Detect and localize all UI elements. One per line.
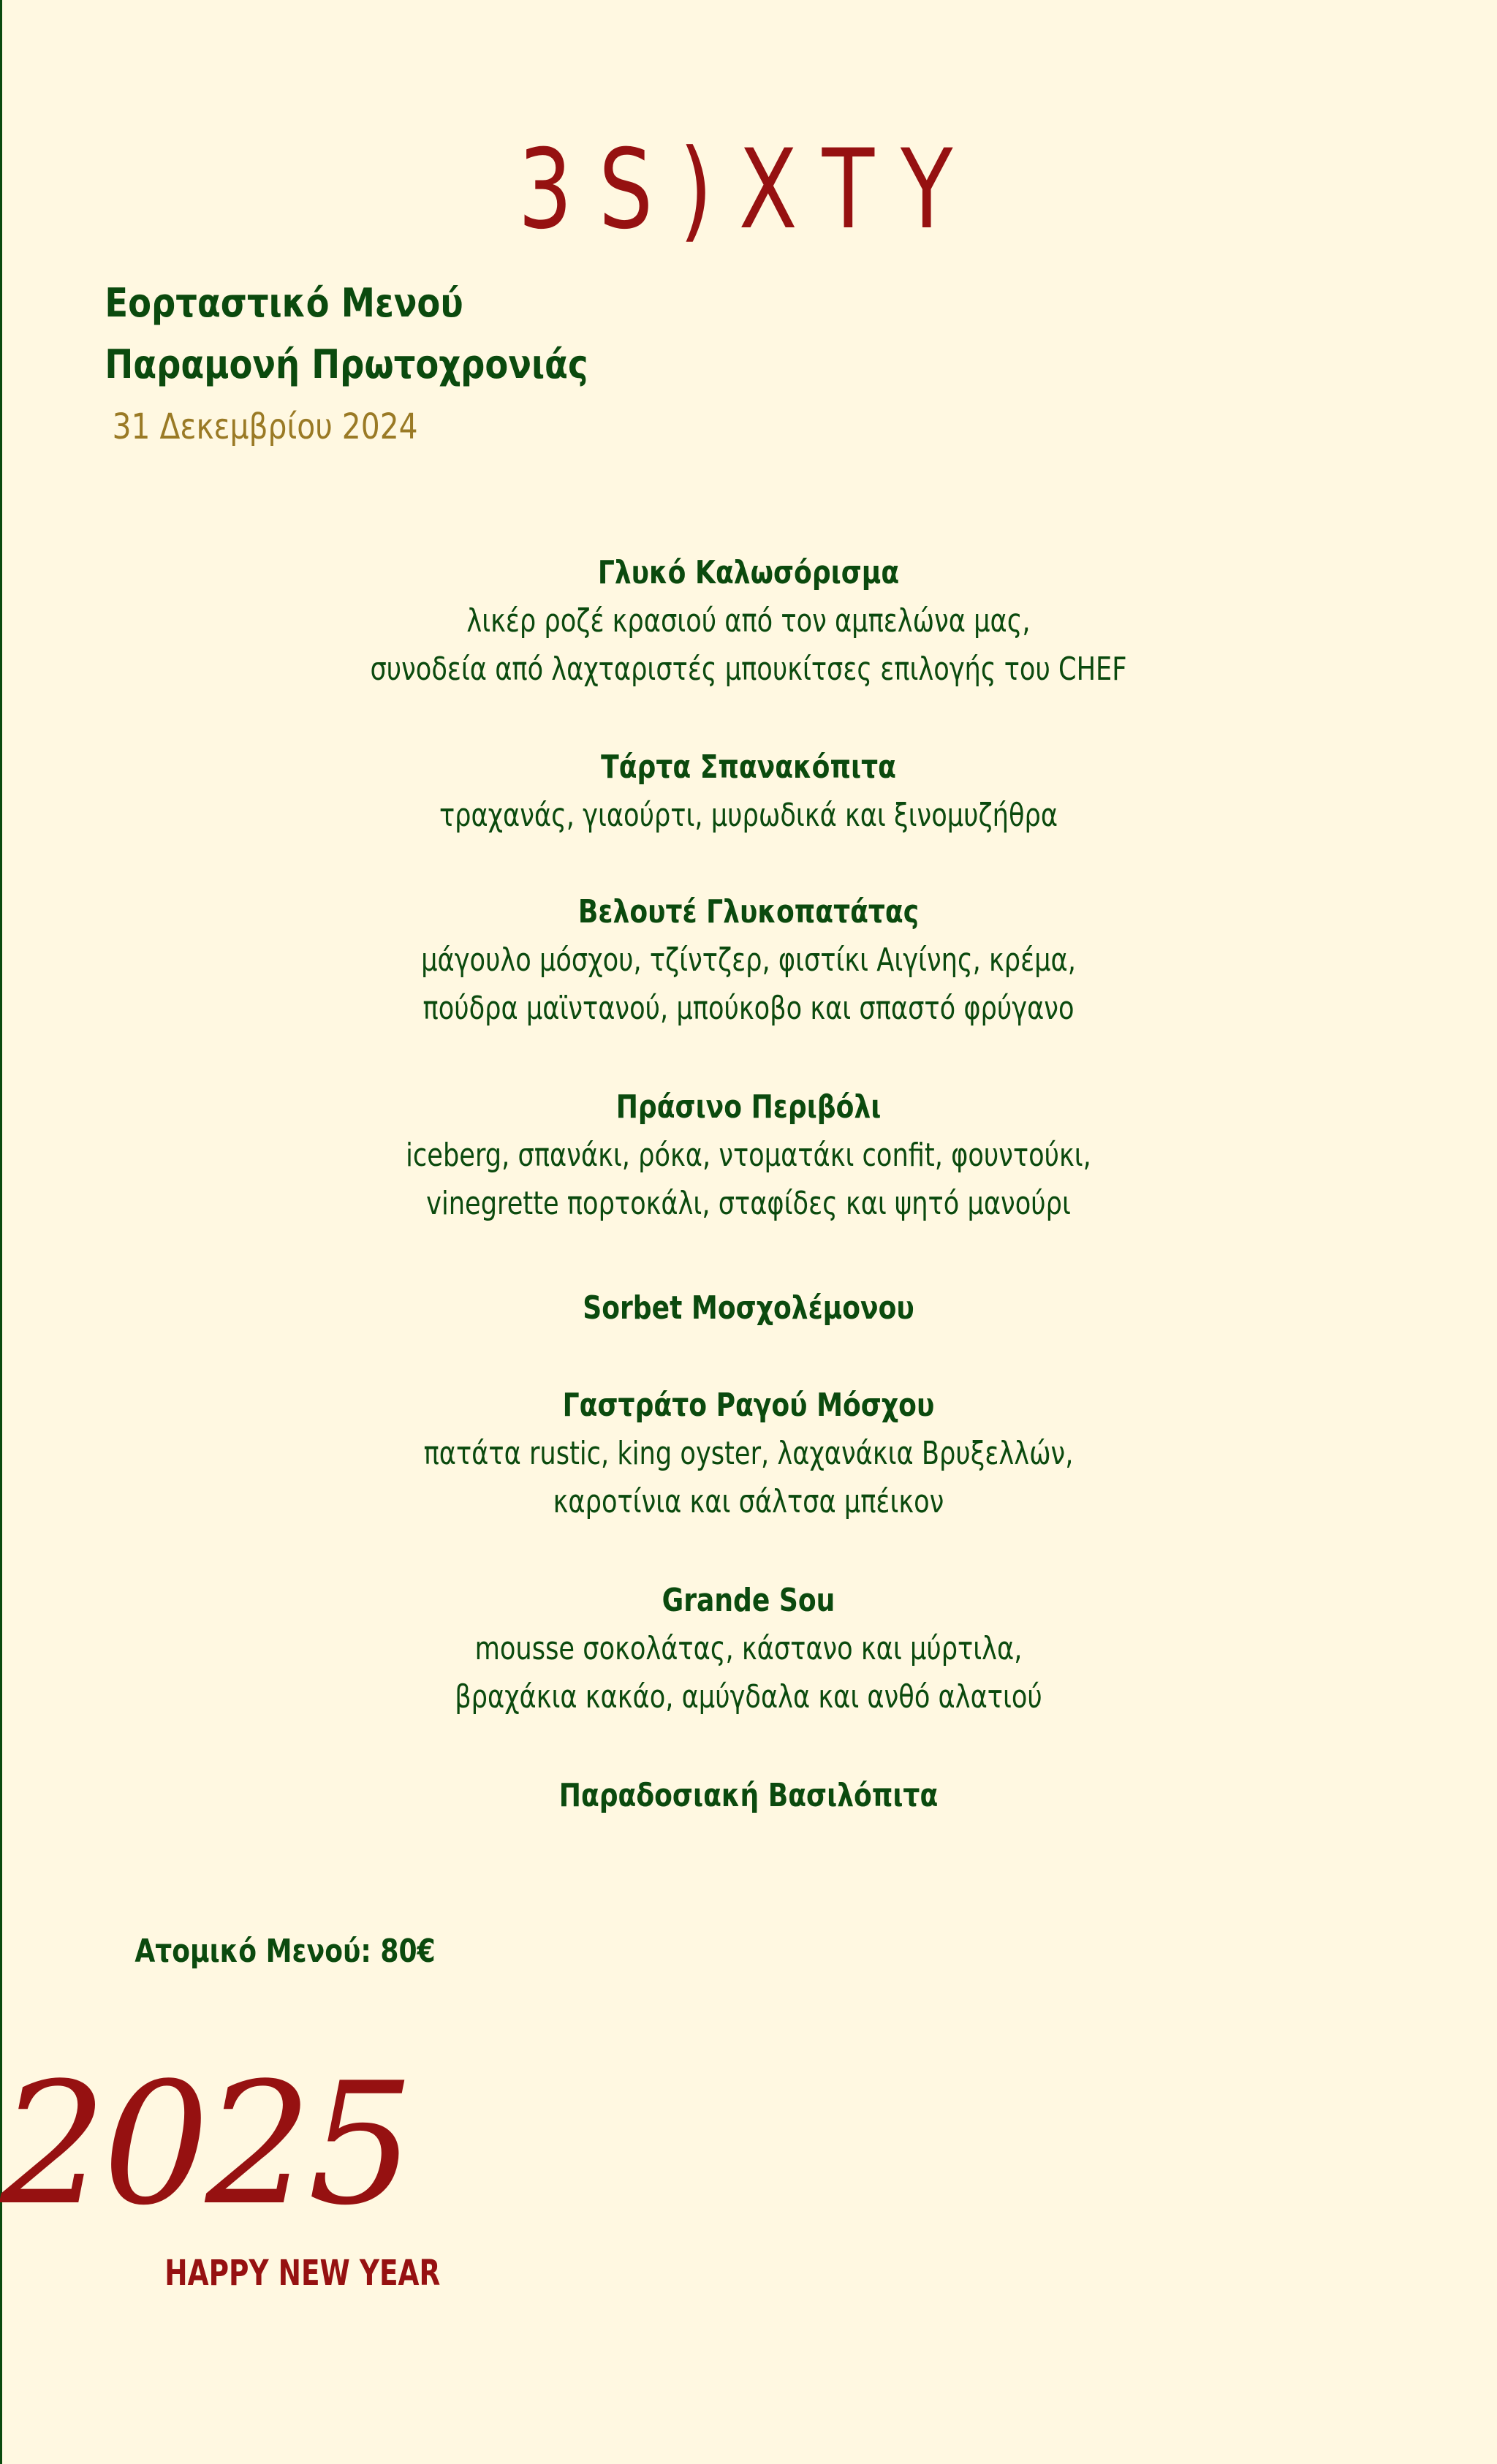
menu-item-description: λικέρ ροζέ κρασιού από τον αμπελώνα μας, [466,602,1031,640]
menu-item-description: καροτίνια και σάλτσα μπέικον [553,1483,944,1520]
menu-item-description: πούδρα μαϊντανού, μπούκοβο και σπαστό φρύγανο [422,990,1075,1027]
menu-title: Εορταστικό Μενού [105,280,463,326]
menu-item-description: iceberg, σπανάκι, ρόκα, ντοματάκι confit, φουντούκι, [406,1137,1091,1174]
restaurant-logo: 3S)XTY [518,126,979,254]
menu-item-name: Βελουτέ Γλυκοπατάτας [577,893,920,930]
menu-item [0,743,1497,840]
menu-item-description: vinegrette πορτοκάλι, σταφίδες και ψητό μανούρι [426,1185,1071,1222]
menu-item [0,1284,1497,1333]
menu-item [0,1381,1497,1526]
menu-item-name: Παραδοσιακή Βασιλόπιτα [558,1777,939,1814]
menu-item-description: τραχανάς, γιαούρτι, μυρωδικά και ξινομυζήθρα [439,797,1058,834]
menu-item [0,1772,1497,1820]
menu-item-description: βραχάκια κακάο, αμύγδαλα και ανθό αλατιού [455,1678,1042,1716]
menu-item-description: πατάτα rustic, king oyster, λαχανάκια Βρυξελλών, [423,1435,1074,1472]
menu-item-name: Γλυκό Καλωσόρισμα [597,554,900,591]
menu-item-description: mousse σοκολάτας, κάστανο και μύρτιλα, [474,1630,1023,1667]
menu-price: Ατομικό Μενού: 80€ [134,1933,436,1970]
menu-item [0,1083,1497,1228]
menu-item [0,549,1497,694]
menu-subtitle: Παραμονή Πρωτοχρονιάς [105,341,588,387]
menu-item-name: Τάρτα Σπανακόπιτα [601,748,896,786]
menu-item [0,888,1497,1033]
new-year-numerals: 2025 [0,2047,411,2243]
menu-item-name: Πράσινο Περιβόλι [615,1088,882,1126]
event-date: 31 Δεκεμβρίου 2024 [112,406,418,447]
menu-item-name: Grande Sou [662,1582,835,1619]
menu-item-description: μάγουλο μόσχου, τζίντζερ, φιστίκι Αιγίνης, κρέμα, [421,941,1076,979]
menu-item-name: Sorbet Μοσχολέμονου [583,1289,914,1327]
menu-item-description: συνοδεία από λαχταριστές μπουκίτσες επιλογής του CHEF [370,651,1127,688]
menu-item-name: Γαστράτο Ραγού Μόσχου [562,1387,935,1424]
menu-item [0,1577,1497,1721]
new-year-greeting: HAPPY NEW YEAR [164,2253,441,2294]
